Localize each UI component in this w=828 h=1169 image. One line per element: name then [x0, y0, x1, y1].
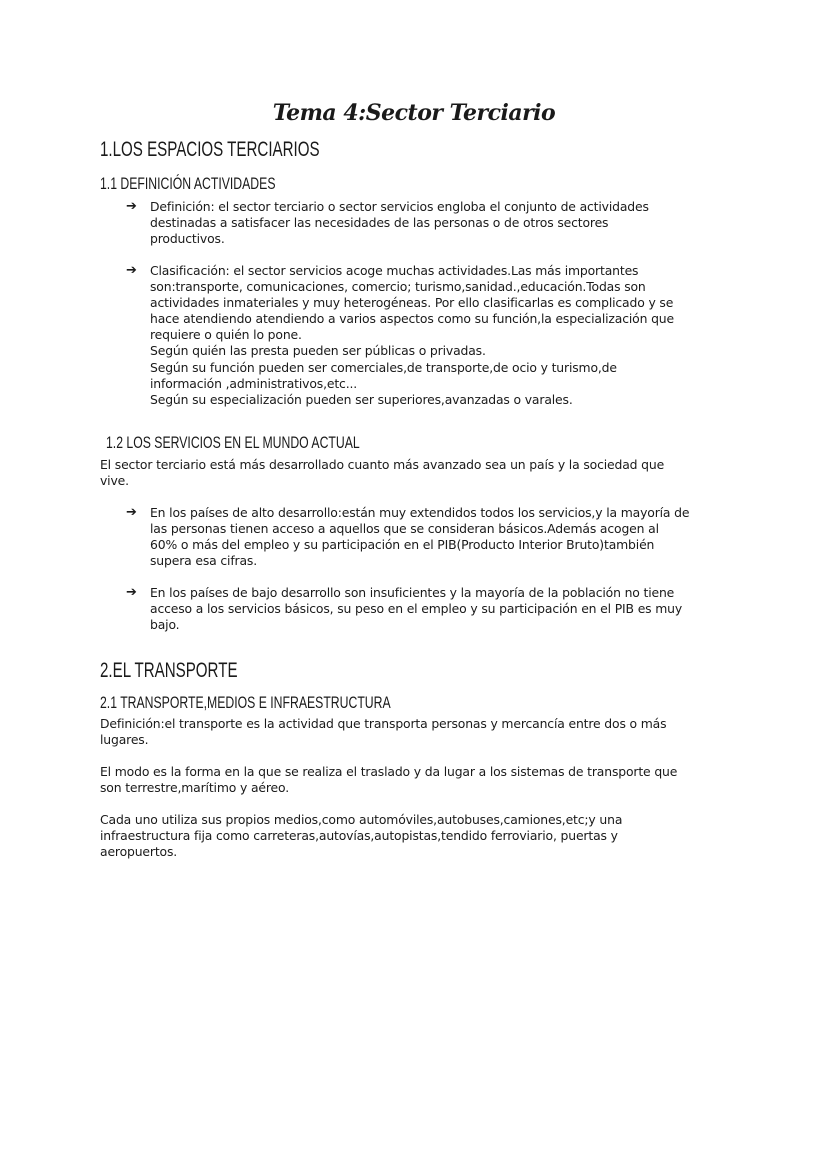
bullet-bajo-desarrollo: En los países de bajo desarrollo son insuficientes y la mayoría de la población no tiene acceso a los servicios básicos, su peso en el empleo y su participación en el PIB es muy bajo. [150, 585, 683, 633]
bullet-arrow-icon: ➔ [126, 199, 137, 214]
bullet-arrow-icon: ➔ [126, 263, 137, 278]
subsection-heading-2-1: 2.1 TRANSPORTE,MEDIOS E INFRAESTRUCTURA [100, 693, 391, 712]
paragraph-medios: Cada uno utiliza sus propios medios,como automóviles,autobuses,camiones,etc;y una infraestructura fija como carreteras,autovías,autopistas,tendido ferroviario, puertas y aeropuertos. [100, 812, 623, 860]
bullet-definicion: Definición: el sector terciario o sector servicios engloba el conjunto de actividades destinadas a satisfacer las necesidades de las personas o de otros sectores productivos. [150, 199, 649, 247]
paragraph-modo: El modo es la forma en la que se realiza el traslado y da lugar a los sistemas de transporte que son terrestre,marítimo y aéreo. [100, 764, 678, 796]
section-heading-1: 1.LOS ESPACIOS TERCIARIOS [100, 138, 320, 161]
bullet-arrow-icon: ➔ [126, 585, 137, 600]
section-heading-2: 2.EL TRANSPORTE [100, 659, 238, 682]
intro-paragraph: El sector terciario está más desarrollado cuanto más avanzado sea un país y la sociedad que vive. [100, 457, 665, 489]
subsection-heading-1-1: 1.1 DEFINICIÓN ACTIVIDADES [100, 174, 276, 193]
document-title: Tema 4:Sector Terciario [272, 100, 556, 126]
bullet-arrow-icon: ➔ [126, 505, 137, 520]
bullet-alto-desarrollo: En los países de alto desarrollo:están muy extendidos todos los servicios,y la mayoría de las personas tienen acceso a aquellos que se consideran básicos.Además acogen al 60% o más del empleo y su participación en el PIB(Producto Interior Bruto)también supera esa cifras. [150, 505, 690, 569]
paragraph-definicion-transporte: Definición:el transporte es la actividad que transporta personas y mercancía entre dos o más lugares. [100, 716, 667, 748]
bullet-clasificacion: Clasificación: el sector servicios acoge muchas actividades.Las más importantes son:transporte, comunicaciones, comercio; turismo,sanidad.,educación.Todas son actividades inmateriales y muy heterogéneas. Por ello clasificarlas es complicado y se hace atendiendo atendiendo a varios aspectos como su función,la especialización que requiere o quién lo pone. Según quién las presta pueden ser públicas o privadas. Según su función pueden ser comerciales,de transporte,de ocio y turismo,de información ,administrativos,etc... Según su especialización pueden ser superiores,avanzadas o varales. [150, 263, 674, 407]
subsection-heading-1-2: 1.2 LOS SERVICIOS EN EL MUNDO ACTUAL [106, 433, 360, 452]
